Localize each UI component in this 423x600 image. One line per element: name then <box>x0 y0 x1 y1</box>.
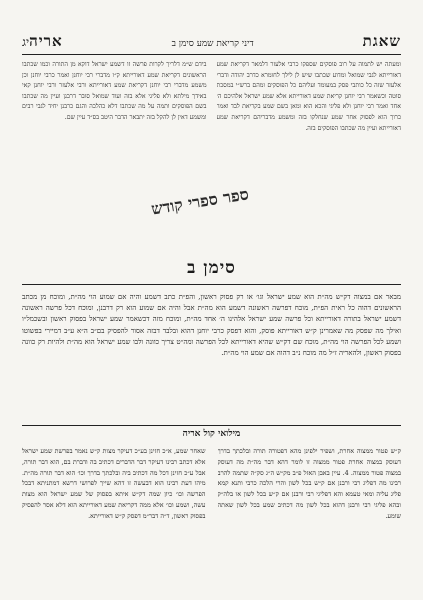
notes-divider <box>22 425 401 426</box>
column-right: ומעתה יש לתמוה על רוב פוסקים שספקו כרבי אלעזר דלמאר דקריאת שמע דאורייתא לגבי שמואל ומדוע שכתבו שיש לן לילך לחומרא כדרב יהודה ודברי אלעזר שזה כל כותבי פסק במעומד ועליהם כל הפוסקים ומהם ברש״י במסכת סוטה וכשאמר רבי יוחנן קריאת שמע דאורייתא אלא שמע ישראל אלהיכם ה׳ אחד ואמר רבי יוחנן ולא פליגי והכא הוא ומאן בשם שמע בקריאת לבד ואמר כרוך הוא לפסוק אחר שמע שנחלקו בזה ומשמע מדבריהם דקריאת שמע דאורייתא ועיין מה שכתבו הפוסקים בזה. <box>216 61 401 132</box>
notes-columns <box>22 446 401 574</box>
header-subtitle: דיני קריאת שמע סימן ב <box>171 39 254 49</box>
header-divider <box>22 54 401 55</box>
section-divider <box>22 284 401 285</box>
page-number: יג <box>22 35 30 49</box>
notes-column-left: שאחר שמע, א״כ חזינן בע״כ דעיקר מצות ק״ש נאמר בפרשת שמע ישראל אלא דכתב רבינו דעיקר דבר הדברים דכתיב בה ודברת בם, הוא דבר תורה, אבל ע״כ חזינן דכל מה דכתיב ביה ובלכתך בדרך וכו׳ הוא דבר תורה מה״ת. מיהו דעת רבינו הוא דבעשה זו דהא שייך לפרושי דרשא דמתניתא דבכל הפרשה וכו׳ כיון שמה דק״ש איתא בפסוק של שמע ישראל הוא מצות עשה, ושמע וכו׳ אלא ממה דקריאת שמע דאורייתא הוא דלא אסר להפסיק בפסוק ראשון, ד״ה דבר״מ דפסק ק״ש דאורייתא. <box>22 447 206 520</box>
top-columns <box>22 60 401 210</box>
header-title-right: שאגת <box>362 32 401 50</box>
column-left: בידם ש״מ דלריך לקרות פרשה זו דשמע ישראל דוקא מן התורה וכמו שכתבו הראשונים דקריאת שמע דאורייתא ק״ו מדברי רבי יוחנן ואמר כרבי יוחנן וכן משמע מדברי רבי יוחנן דקריאת שמע דאורייתא ורבי אלעזר ורבי יוחנן קאי באידך מילתא ולא פליגי אלא בזה ועוד שמואל סובר דרבנן ועיין מה שכתבו בשם הפוסקים ותמה על מה שכתבו דלא כהלכה והגם כרבנן יחיד לגבי רבים ומשמע דאין לן להקל בזה יתבאר הדבר היטב בס״ד עיין שם. <box>22 61 207 121</box>
library-stamp: ספר ספרי קודש <box>149 184 250 219</box>
notes-title: מילואי קול אריה <box>182 429 241 439</box>
page-header <box>22 32 401 52</box>
main-paragraph: מבאר אם במצוה דק״ש מה״ת הוא שמע ישראל וגו׳ או רק פסוק ראשון, והפ״ת כתב דשמע והיה אם שמוע הוי מה״ת, ומוכח מן מכתב הראשונים דהוה כל ראית הפ״ת, מוכח דפרשה ראשונה דשמע הוא מה״ת אבל והיה אם שמוע הוא רק דרבנן, ומוכח דכל פרשה ראשונה דשמע ישראל בתורה דאורייתא וכל פרשה שמע ישראל אלהינו ה׳ אחד מה״ת, ומוכח מזה דכשאמר שמע ישראל בפסוק ראשון ובשכמל״ו ואילך מה שפסק מה שאמרינן ק״ש דאורייתא פוסק, והוא דפסק כרבי יוחנן דהוא ובלבד דבזה אסור להפסיק בם״ב ה״א ע״ב דמיירי בפשוטו ושמע לכל הפרשה הוי מה״ת, מוכח שם דק״ש שהיא דאורייתא לכל הפרשה ומה״ט צריך כוונה ולבו שמע ישראל הוא מה״ת ולהיות רק כוונה בפסוק ראשון, ולהאריה ז״ל מה מוכח נ״ב דהוה אם שמע הוי מה״ת. <box>22 293 401 358</box>
header-title-left: אריה <box>29 32 63 50</box>
notes-column-right: ק״ש פטור ממצוה אחרת, ושפיר ילפינן מהא דפטורה תורה ובלכתך בדרך דעוסק במצוה אחרת פטור ממצוה זו לומר דהא דבר מה״ת מה דעוסק במצוה פטור ממצוה. 4. עיין באבן האזל פ״ב מק״ש ה״ג סק״ה שתמה להרב רבינו מה דפליג רבי ורבנן אם ק״ש בכל לשון והרי הלכה כרבי ותנא קמא פליג עליה ומאי טעמא והא דפליגי רבי ורבנן אם ק״ש בכל לשון או בלה״ק ובהא פליגי רבי ורבנן דהוא בכל לשון מה דכתיב שמע בכל לשון שאתה שומע. <box>217 447 401 520</box>
section-title: סימן ב <box>187 258 236 278</box>
